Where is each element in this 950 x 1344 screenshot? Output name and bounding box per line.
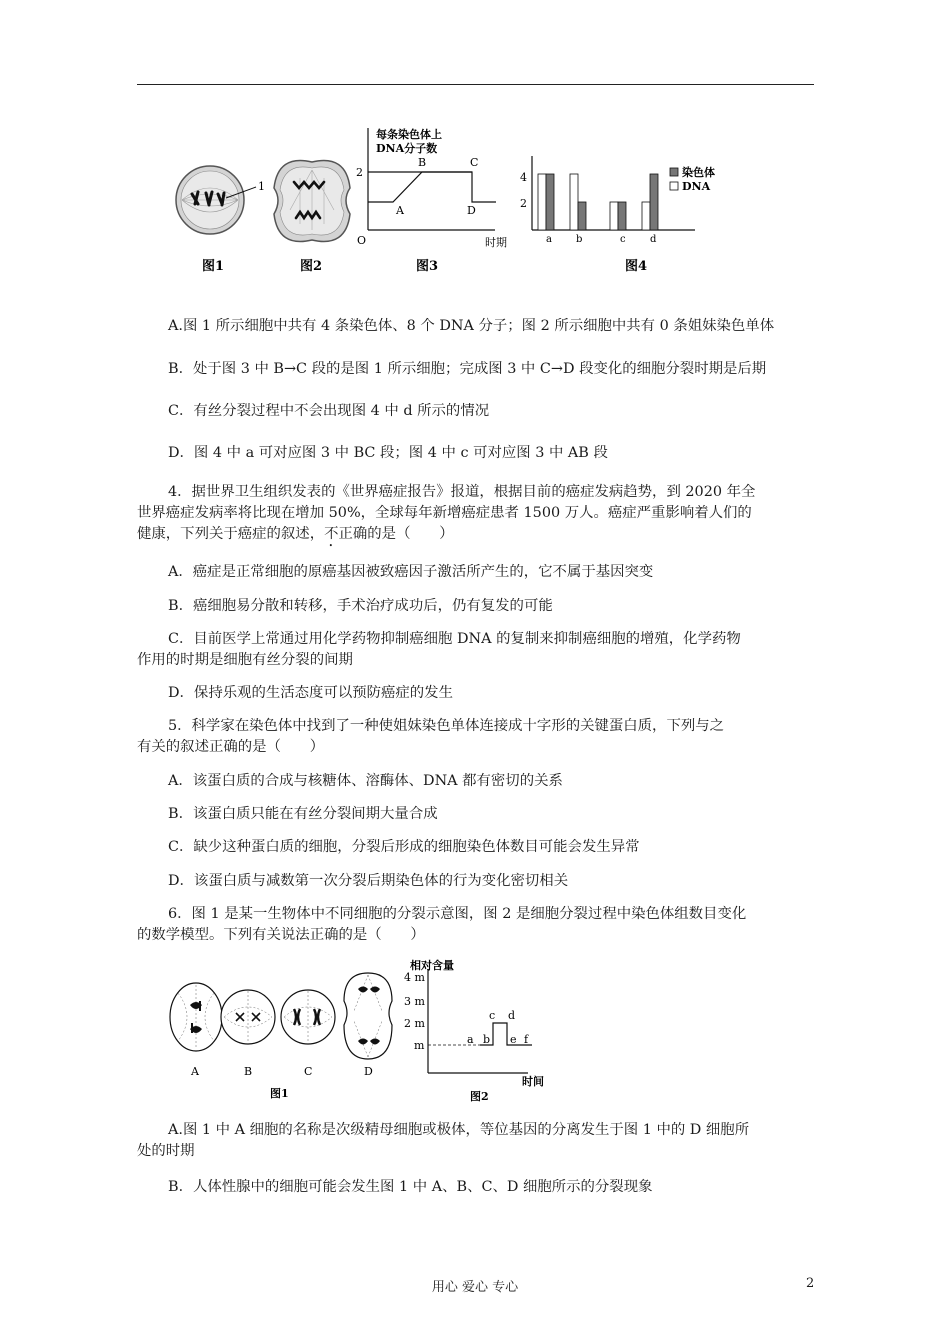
bar-chromosome-a <box>538 174 546 230</box>
fig3-origin: O <box>357 234 367 247</box>
fig3-point-a: A <box>396 204 404 217</box>
cell-b <box>221 990 275 1044</box>
bar-chromosome-b <box>570 174 578 230</box>
fig2-xlabel: 时间 <box>522 1075 544 1088</box>
cell-d <box>344 973 392 1059</box>
fig2-ylabel: 相对含量 <box>410 959 454 972</box>
fig3-ylabel-2: DNA分子数 <box>376 142 438 155</box>
q3-option-c: C．有丝分裂过程中不会出现图 4 中 d 所示的情况 <box>168 403 490 419</box>
q4-stem-3: 健康，下列关于癌症的叙述，不正确的是（ ） <box>137 526 454 542</box>
q4-option-b: B．癌细胞易分散和转移，手术治疗成功后，仍有复发的可能 <box>168 598 553 614</box>
fig3-xlabel: 时期 <box>485 236 507 249</box>
header-rule <box>137 84 814 85</box>
bar-chromosome-d <box>642 202 650 230</box>
q5-option-b: B．该蛋白质只能在有丝分裂间期大量合成 <box>168 806 438 822</box>
fig2-ytick-4m: 4 m <box>404 971 425 984</box>
cell-c <box>281 990 335 1044</box>
q4-option-c-2: 作用的时期是细胞有丝分裂的间期 <box>137 652 353 668</box>
page-footer: 用心 爱心 专心 <box>431 1280 519 1295</box>
fig3-point-b: B <box>418 156 427 169</box>
q6-stem-1: 6．图 1 是某一生物体中不同细胞的分裂示意图，图 2 是细胞分裂过程中染色体组数目变化 <box>168 906 747 922</box>
fig3-ylabel-1: 每条染色体上 <box>376 128 442 141</box>
fig4-cat-c: c <box>620 234 626 245</box>
bar-dna-c <box>618 202 626 230</box>
figure-bottom <box>160 955 560 1105</box>
fig4-bars <box>538 174 658 230</box>
cell-label-d: D <box>364 1065 373 1078</box>
fig4-caption: 图4 <box>625 259 648 274</box>
fig3-ytick: 2 <box>356 166 363 179</box>
legend-dna: DNA <box>682 180 711 193</box>
fig3-graph <box>356 127 507 249</box>
q3-option-a: A.图 1 所示细胞中共有 4 条染色体、8 个 DNA 分子；图 2 所示细胞中共有 0 条姐妹染色单体 <box>168 318 775 334</box>
fig2-point-e: e <box>510 1033 517 1046</box>
bar-dna-d <box>650 174 658 230</box>
q5-stem-2: 有关的叙述正确的是（ ） <box>137 739 325 755</box>
cell-label-c: C <box>304 1065 313 1078</box>
legend-dna-swatch <box>670 182 678 190</box>
q3-option-d: D．图 4 中 a 可对应图 3 中 BC 段；图 4 中 c 可对应图 3 中 AB 段 <box>168 445 608 461</box>
legend-chromosome: 染色体 <box>682 166 715 179</box>
page-number: 2 <box>806 1276 815 1291</box>
fig4-cat-a: a <box>546 234 552 245</box>
q4-option-c-1: C．目前医学上常通过用化学药物抑制癌细胞 DNA 的复制来抑制癌细胞的增殖，化学药物 <box>168 631 741 647</box>
q4-stem-1: 4．据世界卫生组织发表的《世界癌症报告》报道，根据目前的癌症发病趋势，到 2020 年全 <box>168 484 756 500</box>
fig1-caption: 图1 <box>202 259 225 274</box>
bottom-fig1-caption: 图1 <box>270 1087 289 1100</box>
fig1-marker: 1 <box>258 180 265 193</box>
fig2-point-a: a <box>467 1033 474 1046</box>
fig3-caption: 图3 <box>416 259 439 274</box>
fig4-cat-b: b <box>576 234 583 245</box>
legend-chromosome-swatch <box>670 168 678 176</box>
fig2-point-b: b <box>483 1033 491 1046</box>
bar-dna-b <box>578 202 586 230</box>
bottom-fig2-graph <box>404 958 544 1103</box>
cell-a <box>170 983 222 1051</box>
q5-option-a: A．该蛋白质的合成与核糖体、溶酶体、DNA 都有密切的关系 <box>168 773 563 789</box>
q5-stem-1: 5．科学家在染色体中找到了一种使姐妹染色单体连接成十字形的关键蛋白质，下列与之 <box>168 718 725 734</box>
cell-label-b: B <box>244 1065 253 1078</box>
fig4-chart <box>520 156 715 245</box>
fig2-caption: 图2 <box>300 259 323 274</box>
fig2-cell <box>274 160 350 241</box>
fig2-point-d: d <box>508 1009 516 1022</box>
q4-option-a: A．癌症是正常细胞的原癌基因被致癌因子激活所产生的，它不属于基因突变 <box>168 564 654 580</box>
q5-option-d: D．该蛋白质与减数第一次分裂后期染色体的行为变化密切相关 <box>168 873 569 889</box>
bottom-fig2-caption: 图2 <box>470 1090 489 1103</box>
q6-option-a-1: A.图 1 中 A 细胞的名称是次级精母细胞或极体，等位基因的分离发生于图 1 中的 D 细胞所 <box>168 1122 750 1138</box>
q6-option-b: B．人体性腺中的细胞可能会发生图 1 中 A、B、C、D 细胞所示的分裂现象 <box>168 1179 653 1195</box>
q4-stem-2: 世界癌症发病率将比现在增加 50%，全球每年新增癌症患者 1500 万人。癌症严重影响着人们的 <box>137 505 752 521</box>
fig2-ytick-m: m <box>414 1039 425 1052</box>
fig3-point-c: C <box>470 156 479 169</box>
fig4-ytick-4: 4 <box>520 171 527 184</box>
fig4-cat-d: d <box>650 234 657 245</box>
q3-option-b: B．处于图 3 中 B→C 段的是图 1 所示细胞；完成图 3 中 C→D 段变化的细胞分裂时期是后期 <box>168 361 767 377</box>
fig2-ytick-3m: 3 m <box>404 995 425 1008</box>
bar-chromosome-c <box>610 202 618 230</box>
figure-top <box>160 118 760 278</box>
fig2-point-f: f <box>524 1033 529 1046</box>
fig2-ytick-2m: 2 m <box>404 1017 425 1030</box>
q5-option-c: C．缺少这种蛋白质的细胞，分裂后形成的细胞染色体数目可能会发生异常 <box>168 839 640 855</box>
emphasis-not: 不 <box>324 526 339 542</box>
fig2-point-c: c <box>489 1009 496 1022</box>
fig4-ytick-2: 2 <box>520 197 527 210</box>
fig1-cell <box>176 166 265 234</box>
cell-label-a: A <box>191 1065 199 1078</box>
bar-dna-a <box>546 174 554 230</box>
q6-stem-2: 的数学模型。下列有关说法正确的是（ ） <box>137 927 425 943</box>
q6-option-a-2: 处的时期 <box>137 1143 195 1159</box>
fig3-point-d: D <box>467 204 476 217</box>
q4-option-d: D．保持乐观的生活态度可以预防癌症的发生 <box>168 685 453 701</box>
